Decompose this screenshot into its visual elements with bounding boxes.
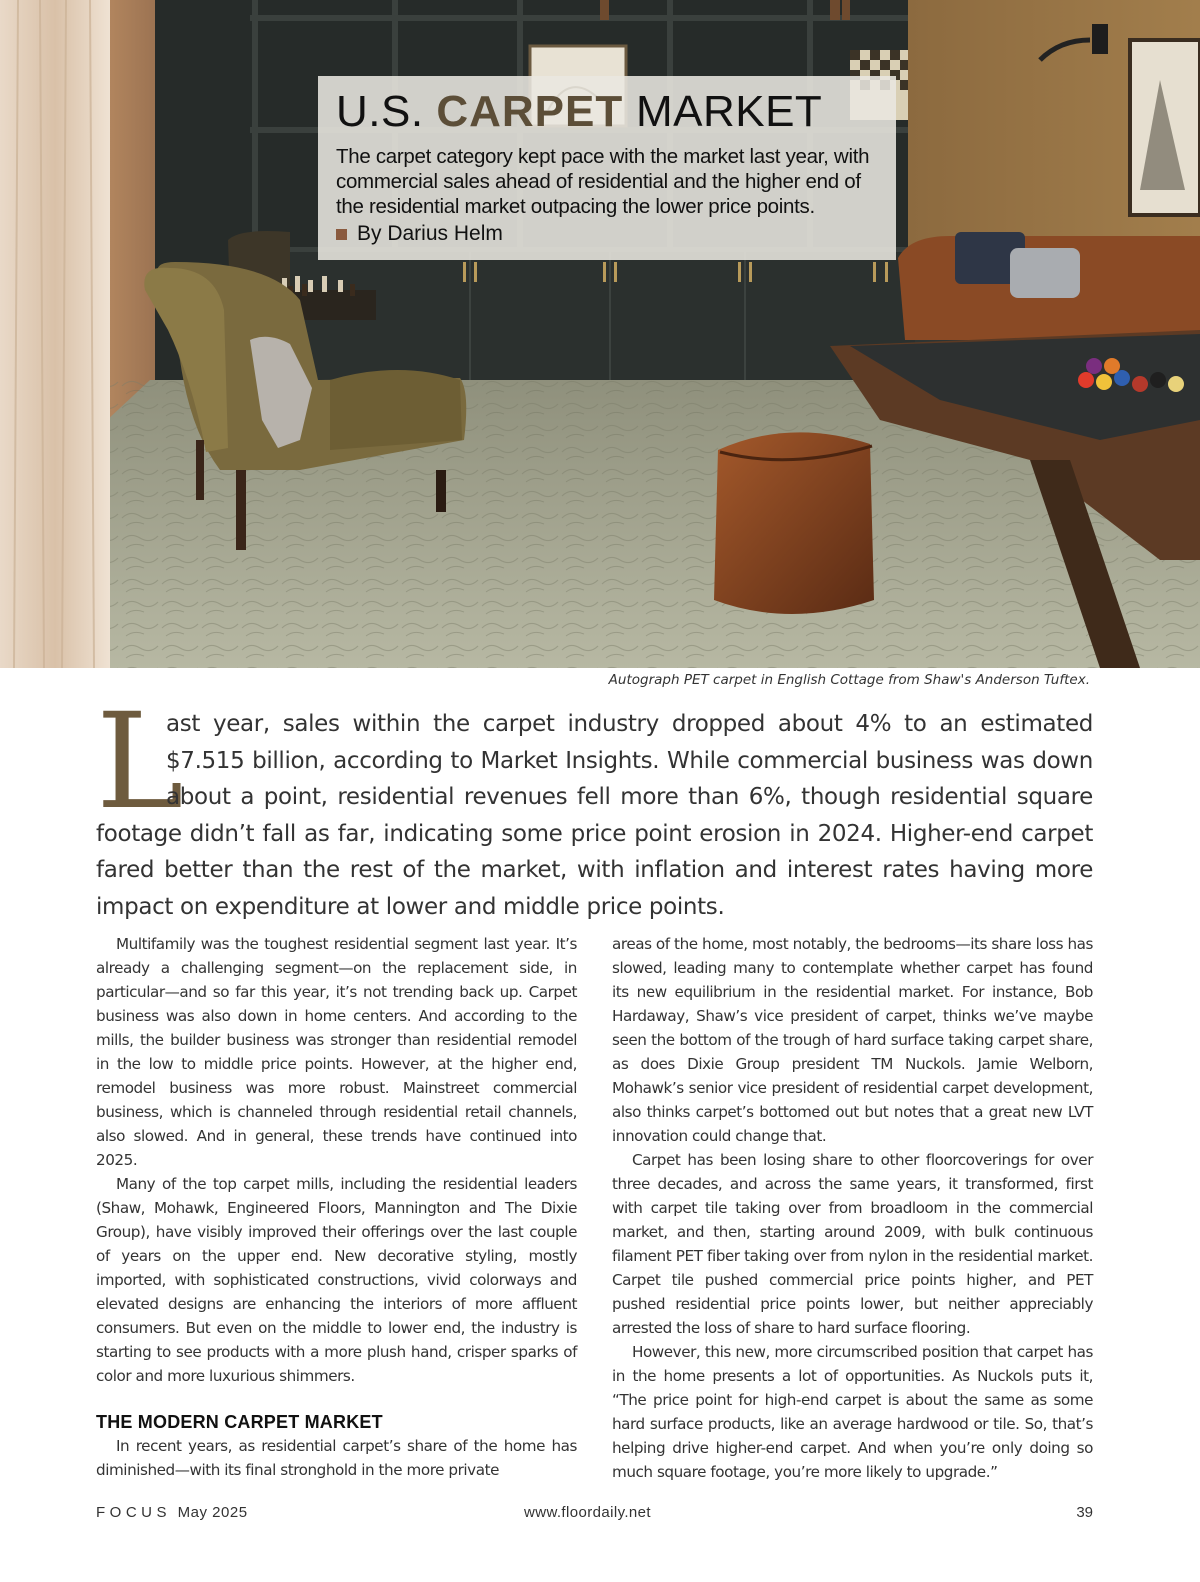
body-paragraph: Carpet has been losing share to other floorcoverings for over three decades, and across the same years, it transformed, first with carpet tile taking over from broadloom in the commercial market, and then, starting around 2009, with bulk continuous filament PET fiber taking over from nylon in the residential market. Carpet tile pushed commercial price points higher, and PET pushed residential price points lower, but neither appreciably arrested the loss of share to hard surface flooring. bbox=[612, 1151, 1093, 1337]
byline-bullet-icon bbox=[336, 229, 347, 240]
deck-text: The carpet category kept pace with the market last year, with commercial sales ahead of residential and the higher end of the residential market outpacing the lower price points. bbox=[336, 145, 870, 218]
headline-prefix: U.S. bbox=[336, 87, 424, 136]
footer-issue: May 2025 bbox=[177, 1504, 248, 1521]
footer-url[interactable]: www.floordaily.net bbox=[524, 1504, 651, 1521]
column-left bbox=[96, 932, 577, 1482]
lead-paragraph bbox=[96, 685, 1093, 925]
column-right bbox=[612, 932, 1093, 1484]
footer-publication bbox=[96, 1504, 248, 1521]
headline bbox=[336, 88, 880, 136]
byline-text: By Darius Helm bbox=[357, 222, 503, 245]
title-box bbox=[318, 76, 896, 260]
headline-accent: CARPET bbox=[436, 87, 624, 136]
hero-photo bbox=[0, 0, 1200, 668]
headline-suffix: MARKET bbox=[635, 87, 823, 136]
page-footer bbox=[96, 1504, 1093, 1526]
body-paragraph: Multifamily was the toughest residential segment last year. It’s already a challenging segment—on the replacement side, in particular—and so far this year, it’s not trending back up. Carpet business was also down in home centers. And according to the mills, the builder business was stronger than residential remodel in the low to middle price points. However, at the higher end, remodel business was more robust. Mainstreet commercial business, which is channeled through residential retail channels, also slowed. And in general, these trends have continued into 2025. bbox=[96, 935, 577, 1169]
page-number: 39 bbox=[1076, 1504, 1093, 1521]
photo-caption: Autograph PET carpet in English Cottage from Shaw's Anderson Tuftex. bbox=[608, 672, 1090, 688]
footer-magazine: FOCUS bbox=[96, 1504, 171, 1521]
body-paragraph: areas of the home, most notably, the bedrooms—its share loss has slowed, leading many to contemplate whether carpet has found its new equilibrium in the residential market. For instance, Bob Hardaway, Shaw’s vice president of carpet, thinks we’ve maybe seen the bottom of the trough of hard surface taking carpet share, as does Dixie Group president TM Nuckols. Jamie Welborn, Mohawk’s senior vice president of residential carpet development, also thinks carpet’s bottomed out but notes that a great new LVT innovation could change that. bbox=[612, 935, 1093, 1145]
body-paragraph: Many of the top carpet mills, including the residential leaders (Shaw, Mohawk, Engineered Floors, Mannington and The Dixie Group), have visibly improved their offerings over the last couple of years on the upper end. New decorative styling, mostly imported, with sophisticated constructions, vivid colorways and elevated designs are enhancing the interiors of more affluent consumers. But even on the middle to lower end, the industry is starting to see products with a more plush hand, crisper sparks of color and more luxurious shimmers. bbox=[96, 1175, 577, 1385]
section-heading: THE MODERN CARPET MARKET bbox=[96, 1412, 383, 1432]
byline bbox=[336, 221, 880, 247]
drop-cap: L bbox=[96, 685, 184, 839]
body-paragraph: In recent years, as residential carpet’s share of the home has diminished—with its final stronghold in the more private bbox=[96, 1437, 577, 1479]
body-paragraph: However, this new, more circumscribed position that carpet has in the home presents a lot of opportunities. As Nuckols puts it, “The price point for high-end carpet is about the same as some hard surface products, like an average hardwood or tile. So, that’s helping drive higher-end carpet. And when you’re only doing so much square footage, you’re more likely to upgrade.” bbox=[612, 1343, 1093, 1481]
lead-text: ast year, sales within the carpet industry dropped about 4% to an estimated $7.515 billion, according to Market Insights. While commercial business was down about a point, residential revenues fell more than 6%, though residential square footage didn’t fall as far, indicating some price point erosion in 2024. Higher-end carpet fared better than the rest of the market, with inflation and interest rates having more impact on expenditure at lower and middle price points. bbox=[96, 711, 1093, 920]
